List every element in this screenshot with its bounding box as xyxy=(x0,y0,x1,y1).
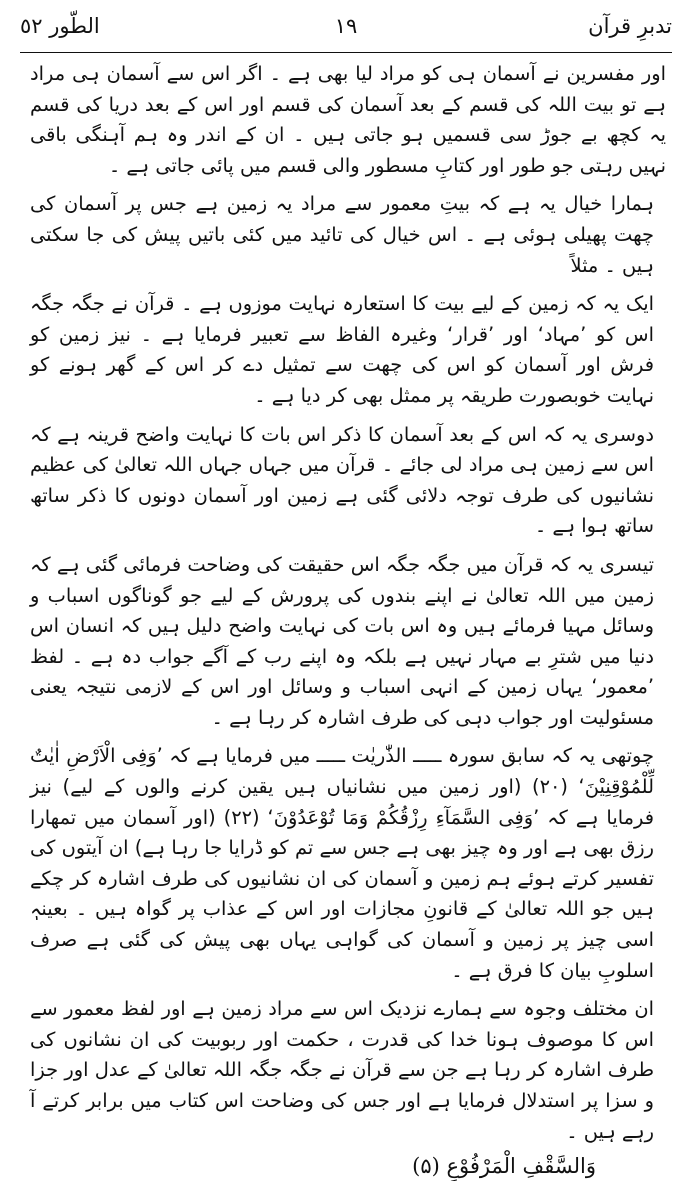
body-text xyxy=(30,59,666,1147)
paragraph-5: تیسری یہ کہ قرآن میں جگہ جگہ اس حقیقت کی وضاحت فرمائی گئی ہے کہ زمین میں اللہ تعالیٰ نے اپنے بندوں کی پرورش کے لیے جو گوناگوں اسباب و وسائل مہیا فرمائے ہیں وہ اس بات کی نہایت واضح دلیل ہیں کہ انسان اس دنیا میں شترِ بے مہار نہیں ہے بلکہ وہ اپنے رب کے آگے جواب دہ ہے ۔ لفظ ’معمور‘ یہاں زمین کے انہی اسباب و وسائل اور اس کے لازمی نتیجہ یعنی مسئولیت اور جواب دہی کی طرف اشارہ کر رہا ہے ۔ xyxy=(30,552,654,729)
page-header xyxy=(20,8,672,53)
page-number: ١٩ xyxy=(334,14,358,38)
paragraph-1: اور مفسرین نے آسمان ہی کو مراد لیا بھی ہے ۔ اگر اس سے آسمان ہی مراد ہے تو بیت اللہ کی قسم کے بعد آسمان کی قسم اور اس کے بعد دریا کی قسم یہ کچھ بے جوڑ سی قسمیں ہو جاتی ہیں ۔ ان کے اندر وہ ہم آہنگی باقی نہیں رہتی جو طور اور کتابِ مسطور والی قسم میں پائی جاتی ہے ۔ xyxy=(30,62,666,177)
paragraph-7: ان مختلف وجوہ سے ہمارے نزدیک اس سے مراد زمین ہے اور لفظ معمور سے اس کا موصوف ہونا خدا کی قدرت ، حکمت اور ربوبیت کی ان نشانوں کی طرف اشارہ کر رہا ہے جن سے قرآن نے جگہ جگہ اللہ تعالیٰ کے عدل اور جزا و سزا پر استدلال فرمایا ہے اور جس کی وضاحت اس کتاب میں برابر کرتے آ رہے ہیں ۔ xyxy=(30,997,654,1143)
paragraph-3: ایک یہ کہ زمین کے لیے بیت کا استعارہ نہایت موزوں ہے ۔ قرآن نے جگہ جگہ اس کو ’مہاد‘ اور ’قرار‘ وغیرہ الفاظ سے تعبیر فرمایا ہے ۔ نیز زمین کو فرش اور آسمان کو اس کی چھت سے تمثیل دے کر اس کے گھر ہونے کو نہایت خوبصورت طریقہ پر ممثل بھی کر دیا ہے ۔ xyxy=(30,292,654,407)
paragraph-6: چوتھی یہ کہ سابق سورہ ـــــ الذّٰریٰت ـــــ میں فرمایا ہے کہ ’وَفِی الْاَرْضِ اٰیٰتٌ لِّلْمُوْقِنِیْنَ‘ (۲۰) (اور زمین میں نشانیاں ہیں یقین کرنے والوں کے لیے) نیز فرمایا ہے کہ ’وَفِی السَّمَآءِ رِزْقُكُمْ وَمَا تُوْعَدُوْنَ‘ (۲۲) (اور آسمان میں تمھارا رزق بھی ہے اور وہ چیز بھی ہے جس سے تم کو ڈرایا جا رہا ہے) ان آیتوں کی تفسیر کرتے ہوئے ہم زمین و آسمان کی ان نشانیوں کی طرف اشارہ کر چکے ہیں جو اللہ تعالیٰ کے قانونِ مجازات اور اس کے عذاب پر گواہ ہیں ۔ بعینہٖ اسی چیز پر زمین و آسمان کی گواہی یہاں بھی پیش کی گئی ہے صرف اسلوبِ بیان کا فرق ہے ۔ xyxy=(30,744,654,982)
paragraph-4: دوسری یہ کہ اس کے بعد آسمان کا ذکر اس بات کا نہایت واضح قرینہ ہے کہ اس سے زمین ہی مراد لی جائے ۔ قرآن میں جہاں جہاں اللہ تعالیٰ کی عظیم نشانیوں کی طرف توجہ دلائی گئی ہے زمین اور آسمان دونوں کا ذکر ساتھ ساتھ ہوا ہے ۔ xyxy=(30,422,654,538)
quranic-verse: وَالسَّقْفِ الْمَرْفُوْعِ (۵) xyxy=(412,1154,596,1179)
paragraph-2: ہمارا خیال یہ ہے کہ بیتِ معمور سے مراد یہ زمین ہے جس پر آسمان کی چھت پھیلی ہوئی ہے ۔ اس خیال کی تائید میں کئی باتیں پیش کی جا سکتی ہیں ۔ مثلاً xyxy=(30,192,654,277)
surah-name: الطّور ٥٢ xyxy=(20,14,100,38)
book-title: تدبرِ قرآن xyxy=(588,14,672,38)
